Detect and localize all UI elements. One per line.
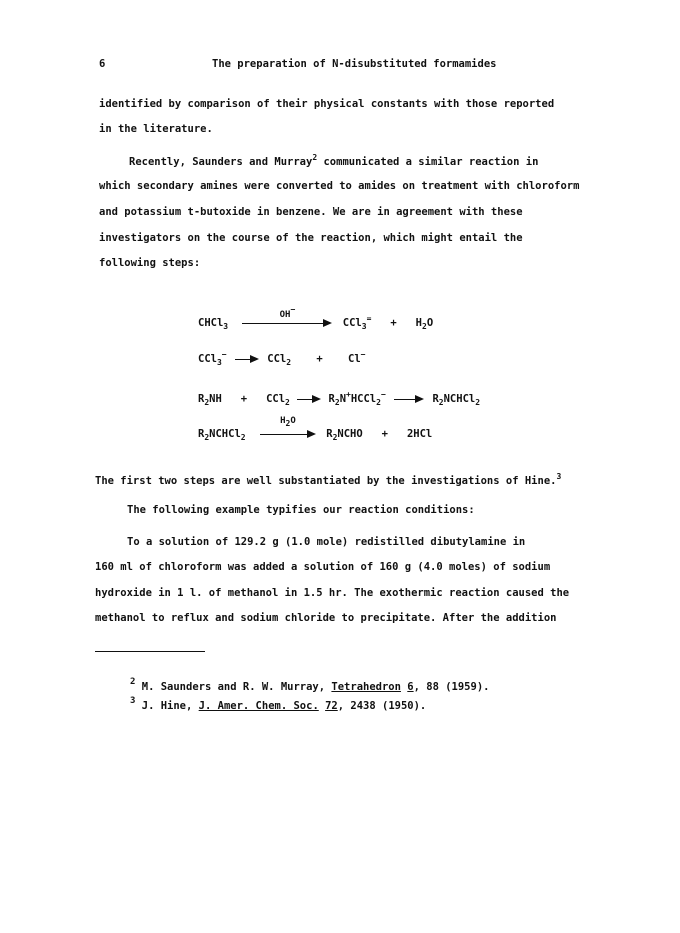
eq-sub: 2 bbox=[422, 322, 427, 331]
page-number: 6 bbox=[99, 58, 106, 70]
footnote-text: M. Saunders and R. W. Murray, bbox=[141, 681, 332, 693]
footnote-ref: 3 bbox=[556, 472, 562, 481]
body-text: Recently, Saunders and Murray bbox=[129, 156, 313, 168]
footnote-mark: 2 bbox=[130, 677, 136, 687]
arrow-label: OH− bbox=[279, 305, 296, 320]
eq-sup: = bbox=[366, 314, 372, 323]
eq-term: CCl bbox=[267, 353, 287, 365]
footnote-3 bbox=[130, 696, 426, 712]
body-line: hydroxide in 1 l. of methanol in 1.5 hr. The exothermic reaction caused the bbox=[95, 587, 570, 599]
body-text: communicated a similar reaction in bbox=[317, 156, 539, 168]
eq-plus: + bbox=[240, 393, 248, 405]
eq-sub: 2 bbox=[286, 358, 292, 367]
eq-term: R bbox=[326, 428, 333, 440]
eq-sub: 2 bbox=[438, 398, 444, 407]
eq-term: CHCl bbox=[198, 317, 224, 329]
eq-plus: + bbox=[316, 353, 323, 365]
eq-term: CCl bbox=[266, 393, 286, 405]
eq-term: NCHCl bbox=[209, 428, 241, 440]
eq-sub: 3 bbox=[223, 322, 229, 331]
footnote-ref: 2 bbox=[312, 153, 318, 162]
body-line: 160 ml of chloroform was added a solution of 160 g (4.0 moles) of sodium bbox=[95, 561, 551, 573]
footnote-journal: Tetrahedron bbox=[331, 681, 401, 693]
footnote-volume: 72 bbox=[325, 700, 338, 712]
eq-term: N bbox=[339, 393, 347, 405]
footnote-text: J. Hine, bbox=[141, 700, 199, 712]
eq-sub: 2 bbox=[204, 398, 210, 407]
body-line: The following example typifies our reaction conditions: bbox=[127, 504, 475, 516]
body-line: in the literature. bbox=[99, 123, 213, 135]
eq-term: O bbox=[426, 317, 434, 329]
eq-term: H bbox=[415, 317, 422, 329]
eq-sub: 2 bbox=[475, 398, 481, 407]
body-line: and potassium t-butoxide in benzene. We are in agreement with these bbox=[99, 206, 523, 218]
body-line: which secondary amines were converted to amides on treatment with chloroform bbox=[99, 180, 580, 192]
eq-term: CCl bbox=[198, 353, 217, 365]
running-title: The preparation of N-disubstituted formamides bbox=[212, 58, 497, 70]
eq-term: NCHO bbox=[337, 428, 363, 440]
eq-sub: 2 bbox=[204, 433, 210, 442]
eq-sub: 2 bbox=[334, 398, 340, 407]
reaction-arrow bbox=[235, 354, 259, 364]
footnote-rule bbox=[95, 651, 205, 652]
body-text: The first two steps are well substantiated by the investigations of Hine. bbox=[95, 475, 557, 487]
body-line bbox=[129, 153, 538, 168]
reaction-arrow bbox=[242, 305, 332, 328]
equation-3 bbox=[198, 390, 480, 407]
footnote-volume: 6 bbox=[407, 681, 414, 693]
eq-term: HCCl bbox=[350, 393, 377, 405]
body-line: investigators on the course of the reaction, which might entail the bbox=[99, 232, 523, 244]
arrow-label: $H_2O$ bbox=[280, 416, 296, 428]
eq-term: R bbox=[328, 393, 335, 405]
footnote-text: , 88 (1959). bbox=[413, 681, 490, 693]
eq-sub: 2 bbox=[332, 433, 338, 442]
eq-term: R bbox=[198, 393, 205, 405]
equation-1 bbox=[198, 305, 434, 331]
body-line: following steps: bbox=[99, 257, 201, 269]
eq-term: Cl bbox=[348, 353, 361, 365]
eq-sub: 2 bbox=[240, 433, 246, 442]
footnote-text: , 2438 (1950). bbox=[337, 700, 427, 712]
equation-2 bbox=[198, 350, 365, 367]
footnote-journal: J. Amer. Chem. Soc. bbox=[198, 700, 319, 712]
eq-term: NH bbox=[209, 393, 222, 405]
eq-sup: − bbox=[380, 390, 386, 399]
body-line: To a solution of 129.2 g (1.0 mole) redistilled dibutylamine in bbox=[127, 536, 526, 548]
eq-sup: − bbox=[221, 350, 227, 359]
eq-plus: + bbox=[390, 317, 397, 329]
reaction-arrow bbox=[297, 394, 321, 404]
eq-term: CCl bbox=[342, 317, 362, 329]
eq-sub: 2 bbox=[285, 398, 290, 407]
footnote-mark: 3 bbox=[130, 696, 136, 706]
reaction-arrow bbox=[260, 416, 316, 439]
eq-term: 2HCl bbox=[406, 428, 433, 440]
eq-sub: 2 bbox=[376, 398, 381, 407]
eq-term: R bbox=[198, 428, 205, 440]
eq-sup: − bbox=[360, 350, 366, 359]
eq-term: NCHCl bbox=[443, 393, 476, 405]
equation-4 bbox=[198, 416, 433, 442]
reaction-arrow bbox=[394, 394, 424, 404]
eq-sub: 3 bbox=[216, 358, 222, 367]
footnote-2 bbox=[130, 677, 489, 693]
body-line bbox=[95, 472, 561, 487]
body-line: methanol to reflux and sodium chloride to precipitate. After the addition bbox=[95, 612, 557, 624]
body-line: identified by comparison of their physical constants with those reported bbox=[99, 98, 555, 110]
eq-plus: + bbox=[381, 428, 388, 440]
eq-term: R bbox=[432, 393, 439, 405]
eq-sub: 3 bbox=[361, 322, 367, 331]
eq-sup: + bbox=[346, 390, 351, 399]
